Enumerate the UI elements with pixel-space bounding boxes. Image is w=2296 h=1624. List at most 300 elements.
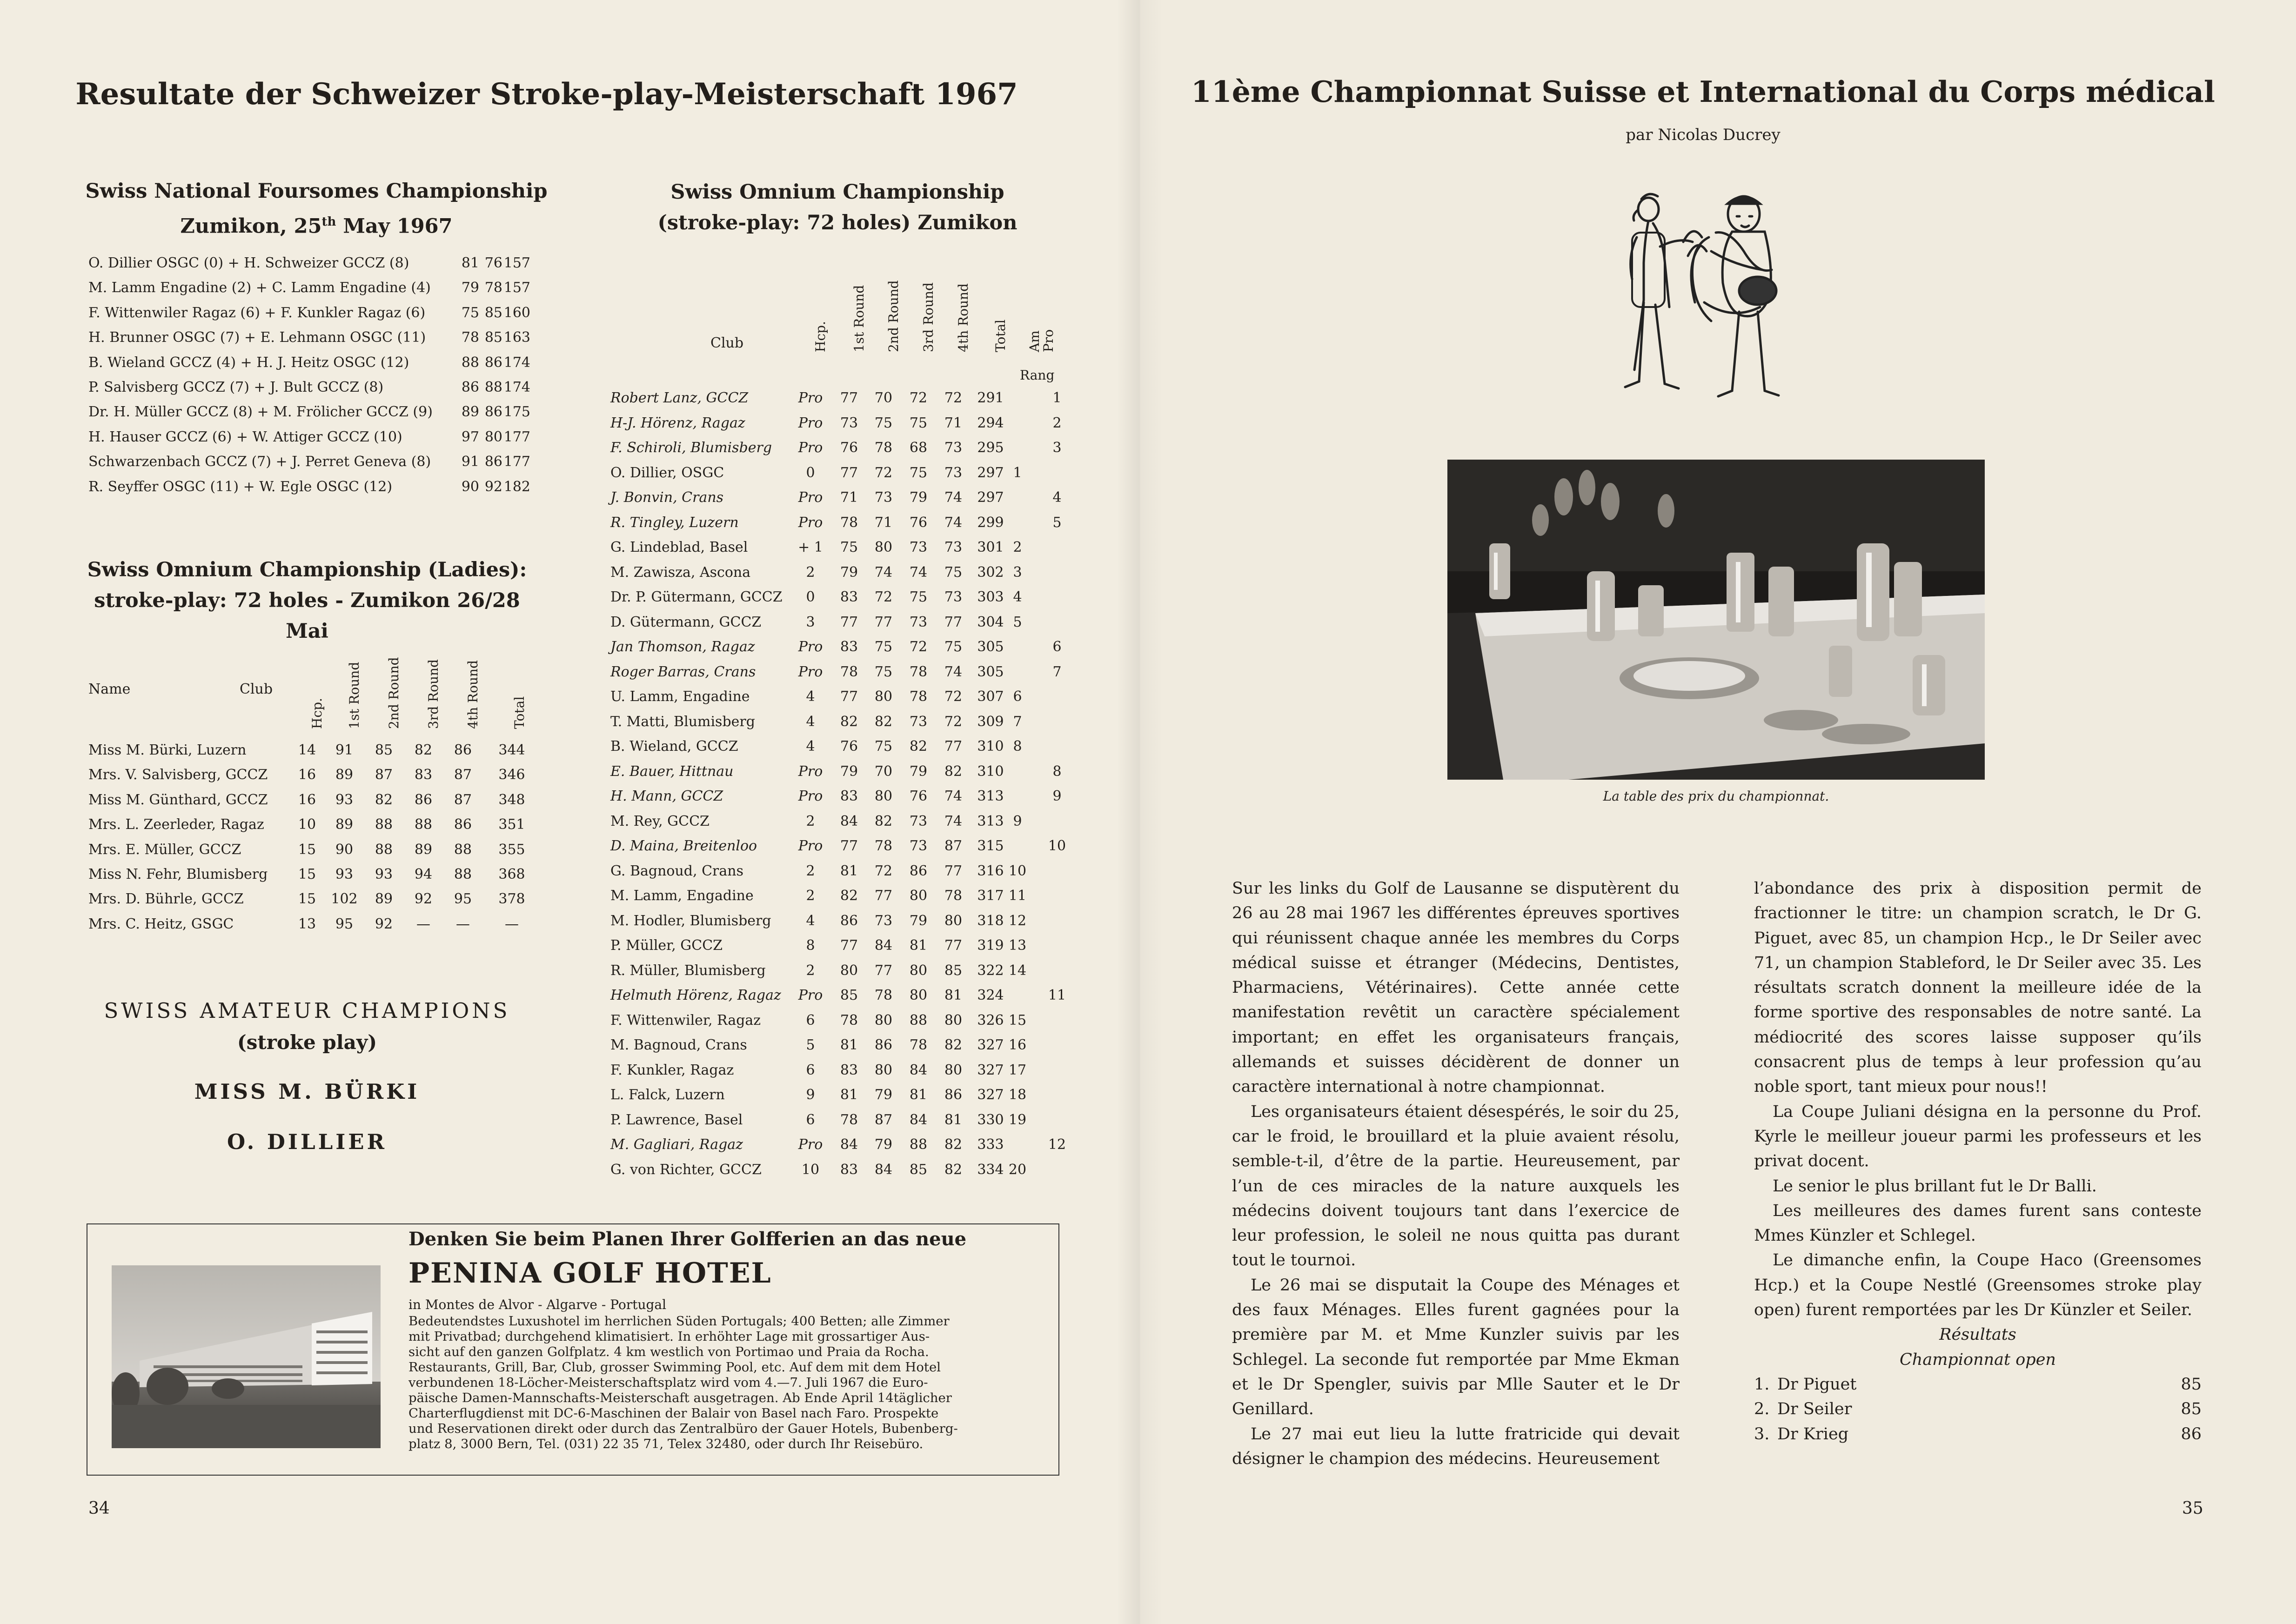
ladies-round4: 87 bbox=[454, 791, 472, 808]
omnium-player: O. Dillier, OSGC bbox=[610, 464, 724, 481]
omnium-round4: 77 bbox=[944, 738, 963, 755]
omnium-header-r2: 2nd Round bbox=[886, 280, 901, 352]
left-page bbox=[0, 0, 1139, 1624]
ladies-total: 378 bbox=[498, 891, 525, 908]
ladies-round2: 93 bbox=[375, 866, 393, 882]
omnium-total: 302 bbox=[977, 564, 1004, 581]
omnium-hcp: 4 bbox=[806, 713, 815, 730]
omnium-round3: 76 bbox=[909, 788, 928, 804]
omnium-round1: 79 bbox=[840, 763, 858, 780]
omnium-round4: 80 bbox=[944, 1012, 963, 1029]
omnium-round2: 70 bbox=[874, 390, 893, 406]
omnium-total: 299 bbox=[977, 514, 1004, 531]
ladies-round3: 89 bbox=[414, 841, 433, 858]
omnium-round3: 73 bbox=[909, 713, 928, 730]
ad-text-line: sicht auf den ganzen Golfplatz. 4 km westlich von Portimao und Praia da Rocha. bbox=[408, 1344, 929, 1359]
omnium-round1: 83 bbox=[840, 788, 858, 804]
omnium-player: M. Lamm, Engadine bbox=[610, 888, 754, 904]
omnium-total: 327 bbox=[977, 1037, 1004, 1053]
omnium-header-club: Club bbox=[710, 335, 744, 351]
omnium-round4: 77 bbox=[944, 937, 963, 954]
omnium-hcp: Pro bbox=[798, 390, 823, 406]
omnium-am-rank: 12 bbox=[1008, 912, 1027, 929]
omnium-am-rank: 14 bbox=[1008, 962, 1027, 979]
ladies-round1: 89 bbox=[335, 816, 354, 833]
ladies-row bbox=[88, 916, 544, 941]
omnium-pro-rank: 5 bbox=[1052, 514, 1062, 531]
ladies-total: 348 bbox=[498, 791, 525, 808]
ladies-round3: 92 bbox=[414, 891, 433, 908]
ladies-hcp: 16 bbox=[298, 767, 316, 783]
omnium-hcp: 2 bbox=[806, 813, 815, 829]
ladies-heading bbox=[70, 555, 544, 647]
omnium-round4: 74 bbox=[944, 813, 963, 829]
omnium-hcp: 2 bbox=[806, 564, 815, 581]
omnium-round4: 72 bbox=[944, 688, 963, 705]
ladies-heading-line2: stroke-play: 72 holes - Zumikon 26/28 Mai bbox=[94, 589, 520, 643]
omnium-total: 313 bbox=[977, 788, 1004, 804]
omnium-round1: 81 bbox=[840, 1037, 858, 1053]
ladies-round2: 88 bbox=[375, 816, 393, 833]
omnium-am-rank: 7 bbox=[1013, 713, 1022, 730]
foursomes-round1: 97 bbox=[461, 428, 479, 445]
ladies-round4: 87 bbox=[454, 767, 472, 783]
ladies-round4: 88 bbox=[454, 866, 472, 882]
omnium-round4: 73 bbox=[944, 464, 963, 481]
omnium-round4: 78 bbox=[944, 888, 963, 904]
omnium-round2: 72 bbox=[874, 862, 893, 879]
ad-text-line: päische Damen-Mannschafts-Meisterschaft ausgetragen. Ab Ende April 14täglicher bbox=[408, 1390, 952, 1405]
omnium-round3: 73 bbox=[909, 838, 928, 854]
omnium-pro-rank: 10 bbox=[1048, 838, 1066, 854]
foursomes-round2: 88 bbox=[484, 379, 502, 395]
omnium-row bbox=[610, 714, 1080, 739]
omnium-hcp: 6 bbox=[806, 1111, 815, 1128]
omnium-round2: 77 bbox=[874, 888, 893, 904]
foursomes-round1: 81 bbox=[461, 255, 479, 271]
omnium-row bbox=[610, 763, 1080, 789]
omnium-row bbox=[610, 664, 1080, 689]
photo-caption: La table des prix du championnat. bbox=[1603, 789, 1829, 804]
page-number-right: 35 bbox=[2182, 1499, 2203, 1518]
foursomes-total: 160 bbox=[503, 304, 530, 321]
omnium-round1: 83 bbox=[840, 639, 858, 655]
foursomes-pair: R. Seyffer OSGC (11) + W. Egle OSGC (12) bbox=[88, 478, 393, 495]
omnium-hcp: 6 bbox=[806, 1062, 815, 1078]
omnium-row bbox=[610, 1012, 1080, 1037]
ladies-round2: 88 bbox=[375, 841, 393, 858]
omnium-am-rank: 13 bbox=[1008, 937, 1027, 954]
omnium-player: G. von Richter, GCCZ bbox=[610, 1161, 762, 1178]
omnium-header-r4: 4th Round bbox=[956, 283, 971, 352]
omnium-round3: 80 bbox=[909, 888, 928, 904]
omnium-hcp: 0 bbox=[806, 589, 815, 605]
omnium-round4: 80 bbox=[944, 912, 963, 929]
omnium-round4: 73 bbox=[944, 440, 963, 456]
omnium-player: M. Bagnoud, Crans bbox=[610, 1037, 747, 1053]
omnium-player: G. Lindeblad, Basel bbox=[610, 539, 748, 555]
omnium-hcp: 4 bbox=[806, 738, 815, 755]
ladies-hcp: 10 bbox=[298, 816, 316, 833]
ladies-round4: 88 bbox=[454, 841, 472, 858]
omnium-hcp: Pro bbox=[798, 639, 823, 655]
foursomes-total: 177 bbox=[503, 428, 530, 445]
ladies-row bbox=[88, 842, 544, 867]
omnium-round2: 80 bbox=[874, 688, 893, 705]
omnium-hcp: Pro bbox=[798, 440, 823, 456]
foursomes-row bbox=[88, 479, 544, 504]
ladies-round1: 102 bbox=[331, 891, 358, 908]
ladies-round3: — bbox=[416, 916, 430, 932]
omnium-row bbox=[610, 489, 1080, 515]
omnium-total: 330 bbox=[977, 1111, 1004, 1128]
omnium-row bbox=[610, 1112, 1080, 1137]
omnium-round2: 77 bbox=[874, 962, 893, 979]
left-page-title: Resultate der Schweizer Stroke-play-Meisterschaft 1967 bbox=[75, 77, 1018, 112]
ad-text-line: Bedeutendstes Luxushotel im herrlichen Süden Portugals; 400 Betten; alle Zimmer bbox=[408, 1314, 950, 1329]
omnium-header-r3: 3rd Round bbox=[921, 282, 936, 352]
ladies-hcp: 15 bbox=[298, 891, 316, 908]
omnium-total: 322 bbox=[977, 962, 1004, 979]
omnium-round2: 87 bbox=[874, 1111, 893, 1128]
omnium-round4: 82 bbox=[944, 1161, 963, 1178]
right-page-title: 11ème Championnat Suisse et International du Corps médical bbox=[1191, 74, 2215, 109]
omnium-hcp: Pro bbox=[798, 489, 823, 506]
ladies-header-club: Club bbox=[240, 681, 273, 697]
omnium-player: Roger Barras, Crans bbox=[610, 663, 756, 680]
foursomes-round2: 86 bbox=[484, 454, 502, 470]
omnium-hcp: 6 bbox=[806, 1012, 815, 1029]
omnium-round3: 80 bbox=[909, 987, 928, 1003]
omnium-round4: 82 bbox=[944, 1037, 963, 1053]
omnium-row bbox=[610, 863, 1080, 888]
omnium-round1: 84 bbox=[840, 813, 858, 829]
foursomes-round2: 85 bbox=[484, 304, 502, 321]
omnium-heading-line2: (stroke-play: 72 holes) Zumikon bbox=[657, 211, 1017, 234]
foursomes-heading-sup: th bbox=[321, 215, 336, 229]
omnium-round4: 86 bbox=[944, 1087, 963, 1103]
omnium-round3: 75 bbox=[909, 414, 928, 431]
ladies-row bbox=[88, 792, 544, 817]
omnium-hcp: Pro bbox=[798, 838, 823, 854]
omnium-round1: 78 bbox=[840, 1012, 858, 1029]
result-row bbox=[1754, 1372, 2202, 1397]
omnium-player: J. Bonvin, Crans bbox=[610, 489, 724, 506]
ladies-total: 346 bbox=[498, 767, 525, 783]
omnium-row bbox=[610, 564, 1080, 589]
foursomes-pair: H. Hauser GCCZ (6) + W. Attiger GCCZ (10) bbox=[88, 428, 402, 445]
ad-body bbox=[408, 1314, 1051, 1452]
omnium-round2: 72 bbox=[874, 589, 893, 605]
omnium-round2: 75 bbox=[874, 639, 893, 655]
omnium-pro-rank: 2 bbox=[1052, 414, 1062, 431]
foursomes-round1: 89 bbox=[461, 404, 479, 421]
omnium-player: D. Maina, Breitenloo bbox=[610, 838, 757, 854]
omnium-pro-rank: 1 bbox=[1052, 390, 1062, 406]
foursomes-heading bbox=[84, 176, 549, 241]
omnium-player: E. Bauer, Hittnau bbox=[610, 763, 734, 780]
article-paragraph: Le dimanche enfin, la Coupe Haco (Greensomes Hcp.) et la Coupe Nestlé (Greensomes stroke play open) furent remportées par les Dr Künzler et Seiler. bbox=[1754, 1251, 2202, 1320]
omnium-round4: 77 bbox=[944, 862, 963, 879]
omnium-hcp: Pro bbox=[798, 1136, 823, 1153]
omnium-round2: 78 bbox=[874, 838, 893, 854]
ladies-round4: — bbox=[456, 916, 470, 932]
omnium-round2: 80 bbox=[874, 1012, 893, 1029]
foursomes-row bbox=[88, 354, 544, 380]
foursomes-total: 163 bbox=[503, 329, 530, 346]
omnium-total: 297 bbox=[977, 489, 1004, 506]
omnium-row bbox=[610, 440, 1080, 465]
omnium-am-rank: 6 bbox=[1013, 688, 1022, 705]
ladies-player: Mrs. D. Bührle, GCCZ bbox=[88, 891, 244, 908]
omnium-round1: 79 bbox=[840, 564, 858, 581]
omnium-total: 327 bbox=[977, 1087, 1004, 1103]
ad-headline: Denken Sie beim Planen Ihrer Golfferien an das neue bbox=[408, 1228, 967, 1250]
omnium-round1: 83 bbox=[840, 1161, 858, 1178]
foursomes-round1: 79 bbox=[461, 280, 479, 296]
foursomes-round1: 91 bbox=[461, 454, 479, 470]
omnium-hcp: 2 bbox=[806, 962, 815, 979]
byline: par Nicolas Ducrey bbox=[1626, 126, 1781, 144]
omnium-round1: 73 bbox=[840, 414, 858, 431]
ad-text-line: platz 8, 3000 Bern, Tel. (031) 22 35 71, Telex 32480, oder durch Ihr Reisebüro. bbox=[408, 1437, 924, 1451]
page-number-left: 34 bbox=[88, 1499, 110, 1518]
omnium-hcp: + 1 bbox=[798, 539, 823, 555]
omnium-round2: 73 bbox=[874, 489, 893, 506]
omnium-hcp: Pro bbox=[798, 414, 823, 431]
omnium-total: 315 bbox=[977, 838, 1004, 854]
omnium-row bbox=[610, 962, 1080, 988]
omnium-round3: 68 bbox=[909, 440, 928, 456]
omnium-round3: 73 bbox=[909, 813, 928, 829]
omnium-round4: 82 bbox=[944, 763, 963, 780]
omnium-round2: 80 bbox=[874, 1062, 893, 1078]
omnium-round2: 80 bbox=[874, 788, 893, 804]
ad-text-line: verbundenen 18-Löcher-Meisterschaftsplatz wird vom 4.—7. Juli 1967 die Euro- bbox=[408, 1375, 928, 1390]
ladies-round4: 95 bbox=[454, 891, 472, 908]
omnium-round4: 85 bbox=[944, 962, 963, 979]
omnium-player: U. Lamm, Engadine bbox=[610, 688, 750, 705]
omnium-round3: 73 bbox=[909, 614, 928, 630]
omnium-round1: 81 bbox=[840, 862, 858, 879]
foursomes-round1: 90 bbox=[461, 478, 479, 495]
omnium-player: F. Kunkler, Ragaz bbox=[610, 1062, 734, 1078]
omnium-round3: 72 bbox=[909, 639, 928, 655]
omnium-round1: 78 bbox=[840, 1111, 858, 1128]
ladies-round2: 85 bbox=[375, 742, 393, 758]
ladies-round3: 82 bbox=[414, 742, 433, 758]
omnium-round1: 84 bbox=[840, 1136, 858, 1153]
foursomes-round2: 86 bbox=[484, 354, 502, 371]
foursomes-round2: 78 bbox=[484, 280, 502, 296]
omnium-am-rank: 5 bbox=[1013, 614, 1022, 630]
omnium-row bbox=[610, 738, 1080, 763]
ladies-round2: 87 bbox=[375, 767, 393, 783]
foursomes-row bbox=[88, 280, 544, 305]
omnium-round2: 72 bbox=[874, 464, 893, 481]
omnium-player: P. Lawrence, Basel bbox=[610, 1111, 743, 1128]
ladies-player: Mrs. L. Zeerleder, Ragaz bbox=[88, 816, 264, 833]
ladies-total: 368 bbox=[498, 866, 525, 882]
omnium-round4: 80 bbox=[944, 1062, 963, 1078]
omnium-total: 317 bbox=[977, 888, 1004, 904]
omnium-hcp: Pro bbox=[798, 763, 823, 780]
omnium-total: 334 bbox=[977, 1161, 1004, 1178]
ladies-header-total: Total bbox=[512, 696, 527, 729]
omnium-pro-rank: 8 bbox=[1052, 763, 1062, 780]
omnium-am-rank: 16 bbox=[1008, 1037, 1027, 1053]
omnium-am-rank: 8 bbox=[1013, 738, 1022, 755]
omnium-row bbox=[610, 838, 1080, 863]
swiss-amateur-champions bbox=[79, 995, 535, 1158]
omnium-player: T. Matti, Blumisberg bbox=[610, 713, 755, 730]
omnium-round2: 79 bbox=[874, 1136, 893, 1153]
omnium-am-rank: 20 bbox=[1008, 1161, 1027, 1178]
omnium-round3: 81 bbox=[909, 1087, 928, 1103]
foursomes-round1: 78 bbox=[461, 329, 479, 346]
omnium-hcp: Pro bbox=[798, 663, 823, 680]
ladies-total: 355 bbox=[498, 841, 525, 858]
omnium-round1: 83 bbox=[840, 589, 858, 605]
omnium-player: R. Müller, Blumisberg bbox=[610, 962, 766, 979]
ladies-hcp: 14 bbox=[298, 742, 316, 758]
foursomes-pair: Schwarzenbach GCCZ (7) + J. Perret Geneva (8) bbox=[88, 454, 431, 470]
omnium-pro-rank: 4 bbox=[1052, 489, 1062, 506]
omnium-row bbox=[610, 1037, 1080, 1062]
omnium-row bbox=[610, 1062, 1080, 1087]
ladies-round3: 88 bbox=[414, 816, 433, 833]
article-paragraph: Le senior le plus brillant fut le Dr Balli. bbox=[1773, 1176, 2097, 1196]
champions-title: SWISS AMATEUR CHAMPIONS bbox=[104, 998, 510, 1023]
omnium-player: Helmuth Hörenz, Ragaz bbox=[610, 987, 781, 1003]
foursomes-heading-line2 bbox=[84, 207, 549, 241]
omnium-am-rank: 11 bbox=[1008, 888, 1027, 904]
article-column-2-text bbox=[1754, 876, 2202, 1323]
omnium-player: F. Wittenwiler, Ragaz bbox=[610, 1012, 761, 1029]
omnium-player: M. Gagliari, Ragaz bbox=[610, 1136, 743, 1153]
ladies-round1: 93 bbox=[335, 866, 354, 882]
omnium-row bbox=[610, 913, 1080, 938]
omnium-am-rank: 19 bbox=[1008, 1111, 1027, 1128]
omnium-round3: 79 bbox=[909, 912, 928, 929]
foursomes-pair: M. Lamm Engadine (2) + C. Lamm Engadine (4) bbox=[88, 280, 431, 296]
foursomes-row bbox=[88, 329, 544, 354]
foursomes-pair: H. Brunner OSGC (7) + E. Lehmann OSGC (11) bbox=[88, 329, 426, 346]
omnium-hcp: 5 bbox=[806, 1037, 815, 1053]
omnium-round3: 78 bbox=[909, 663, 928, 680]
omnium-row bbox=[610, 515, 1080, 540]
article-column-1 bbox=[1232, 876, 1680, 1471]
foursomes-round1: 88 bbox=[461, 354, 479, 371]
omnium-hcp: 0 bbox=[806, 464, 815, 481]
results-subtitle: Championnat open bbox=[1900, 1350, 2056, 1369]
result-row bbox=[1754, 1422, 2202, 1447]
omnium-round2: 82 bbox=[874, 813, 893, 829]
omnium-player: P. Müller, GCCZ bbox=[610, 937, 723, 954]
omnium-rows bbox=[610, 390, 1080, 1199]
results-title: Résultats bbox=[1939, 1325, 2016, 1344]
ladies-row bbox=[88, 767, 544, 792]
foursomes-round1: 86 bbox=[461, 379, 479, 395]
foursomes-pair: Dr. H. Müller GCCZ (8) + M. Frölicher GCCZ (9) bbox=[88, 404, 433, 421]
omnium-total: 305 bbox=[977, 639, 1004, 655]
omnium-round3: 78 bbox=[909, 688, 928, 705]
omnium-player: F. Schiroli, Blumisberg bbox=[610, 440, 772, 456]
omnium-row bbox=[610, 987, 1080, 1012]
omnium-header-total: Total bbox=[993, 319, 1008, 352]
omnium-round4: 81 bbox=[944, 1111, 963, 1128]
omnium-round3: 88 bbox=[909, 1012, 928, 1029]
omnium-total: 309 bbox=[977, 713, 1004, 730]
ladies-hcp: 13 bbox=[298, 916, 316, 932]
ladies-round2: 89 bbox=[375, 891, 393, 908]
foursomes-round2: 92 bbox=[484, 478, 502, 495]
ladies-player: Mrs. C. Heitz, GSGC bbox=[88, 916, 234, 932]
omnium-round1: 86 bbox=[840, 912, 858, 929]
foursomes-pair: P. Salvisberg GCCZ (7) + J. Bult GCCZ (8) bbox=[88, 379, 384, 395]
omnium-player: H. Mann, GCCZ bbox=[610, 788, 723, 804]
omnium-round2: 84 bbox=[874, 1161, 893, 1178]
foursomes-results-table bbox=[88, 255, 544, 506]
result-score: 86 bbox=[2181, 1424, 2202, 1444]
omnium-round4: 81 bbox=[944, 987, 963, 1003]
omnium-player: M. Hodler, Blumisberg bbox=[610, 912, 771, 929]
foursomes-round2: 76 bbox=[484, 255, 502, 271]
omnium-round3: 88 bbox=[909, 1136, 928, 1153]
omnium-total: 319 bbox=[977, 937, 1004, 954]
foursomes-round2: 80 bbox=[484, 428, 502, 445]
omnium-round2: 84 bbox=[874, 937, 893, 954]
ladies-row bbox=[88, 891, 544, 916]
omnium-am-rank: 9 bbox=[1013, 813, 1022, 829]
omnium-row bbox=[610, 813, 1080, 838]
omnium-round1: 77 bbox=[840, 464, 858, 481]
omnium-round2: 82 bbox=[874, 713, 893, 730]
foursomes-pair: F. Wittenwiler Ragaz (6) + F. Kunkler Ragaz (6) bbox=[88, 304, 426, 321]
omnium-hcp: 2 bbox=[806, 888, 815, 904]
foursomes-row bbox=[88, 404, 544, 429]
result-score: 85 bbox=[2181, 1375, 2202, 1394]
omnium-header-pro: Pro bbox=[1041, 329, 1056, 352]
omnium-round4: 71 bbox=[944, 414, 963, 431]
ladies-hcp: 16 bbox=[298, 791, 316, 808]
article-paragraph: Sur les links du Golf de Lausanne se disputèrent du 26 au 28 mai 1967 les différentes épreuves sportives qui réunissent chaque année les membres du Corps médical suisse et étranger (Médecins, Dentistes, Pharmaciens, Vétérinaires). Cette année cette manifestation revêtit un caractère spécialement important; en effet les organisateurs français, allemands et suisses décidèrent de donner un caractère international à notre championnat. bbox=[1232, 879, 1680, 1096]
omnium-player: Jan Thomson, Ragaz bbox=[610, 639, 755, 655]
omnium-header-am: Am bbox=[1027, 330, 1042, 352]
omnium-player: Dr. P. Gütermann, GCCZ bbox=[610, 589, 783, 605]
ladies-total: 344 bbox=[498, 742, 525, 758]
result-score: 85 bbox=[2181, 1400, 2202, 1419]
omnium-pro-rank: 7 bbox=[1052, 663, 1062, 680]
omnium-round4: 74 bbox=[944, 489, 963, 506]
omnium-round2: 79 bbox=[874, 1087, 893, 1103]
article-paragraph: Les meilleures des dames furent sans conteste Mmes Künzler et Schlegel. bbox=[1754, 1201, 2202, 1245]
omnium-pro-rank: 11 bbox=[1048, 987, 1066, 1003]
omnium-total: 310 bbox=[977, 763, 1004, 780]
omnium-round4: 75 bbox=[944, 639, 963, 655]
omnium-round1: 77 bbox=[840, 688, 858, 705]
foursomes-pair: B. Wieland GCCZ (4) + H. J. Heitz OSGC (12) bbox=[88, 354, 409, 371]
omnium-player: L. Falck, Luzern bbox=[610, 1087, 725, 1103]
result-rank: 2. bbox=[1754, 1400, 1770, 1419]
omnium-row bbox=[610, 589, 1080, 614]
omnium-row bbox=[610, 539, 1080, 564]
omnium-round1: 85 bbox=[840, 987, 858, 1003]
omnium-round1: 76 bbox=[840, 440, 858, 456]
article-paragraph: l’abondance des prix à disposition permit de fractionner le titre: un champion scratch, le Dr G. Piguet, avec 85, un champion Hcp., le Dr Seiler avec 71, un champion Stableford, le Dr Seiler avec 35. Les résultats scratch donnent la meilleure idée de la forme sportive des responsables de notre santé. La médiocrité des scores laisse supposer qu’ils consacrent plus de temps à leur profession qu’au noble sport, tant mieux pour nous!! bbox=[1754, 879, 2202, 1096]
omnium-heading bbox=[605, 177, 1070, 238]
omnium-row bbox=[610, 688, 1080, 714]
